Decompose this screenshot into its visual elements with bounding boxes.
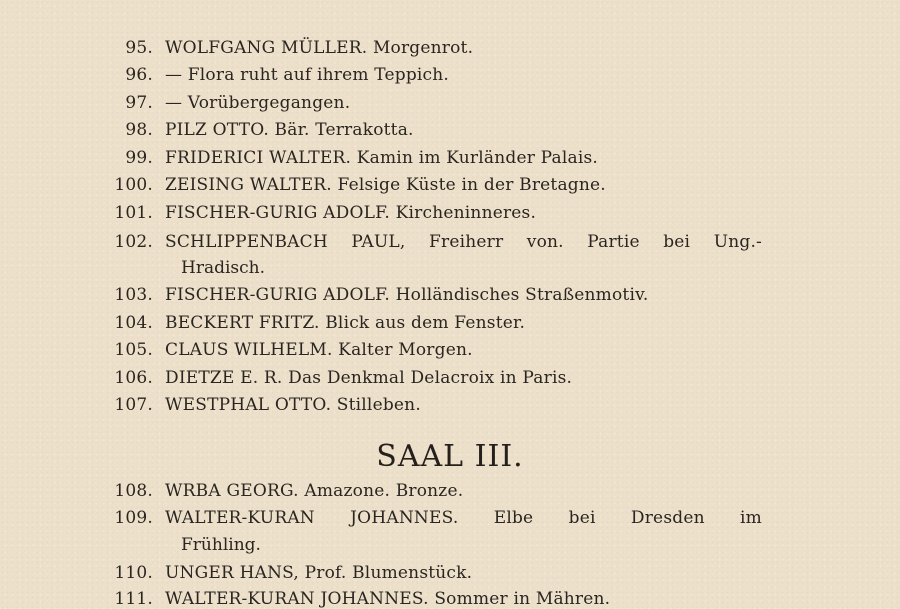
entry-continuation: Frühling.	[181, 535, 261, 555]
entry-number: 95.	[125, 38, 153, 58]
entry-number: 97.	[125, 93, 153, 113]
entry-text: SCHLIPPENBACH PAUL, Freiherr von. Partie bei Ung.-	[165, 232, 762, 252]
entry-number: 108.	[114, 481, 153, 501]
entry-number: 104.	[114, 313, 153, 333]
entry-text: UNGER HANS, Prof. Blumenstück.	[165, 563, 473, 583]
entry-number: 98.	[125, 120, 153, 140]
entry-text: WALTER-KURAN JOHANNES. Elbe bei Dresden im	[165, 508, 762, 528]
entry-text: WESTPHAL OTTO. Stilleben.	[165, 395, 421, 415]
entry-text: FISCHER-GURIG ADOLF. Holländisches Straßenmotiv.	[165, 285, 649, 305]
entry-text: — Vorübergegangen.	[165, 93, 351, 113]
entry-text: WOLFGANG MÜLLER. Morgenrot.	[165, 38, 474, 58]
entry-number: 107.	[114, 395, 153, 415]
entry-number: 96.	[125, 65, 153, 85]
entry-text: FRIDERICI WALTER. Kamin im Kurländer Palais.	[165, 148, 599, 168]
entry-text: WRBA GEORG. Amazone. Bronze.	[165, 481, 464, 501]
entry-number: 111.	[114, 589, 153, 609]
entry-text: FISCHER-GURIG ADOLF. Kircheninneres.	[165, 203, 537, 223]
entry-text: BECKERT FRITZ. Blick aus dem Fenster.	[165, 313, 526, 333]
entry-text: ZEISING WALTER. Felsige Küste in der Bretagne.	[165, 175, 606, 195]
entry-text: CLAUS WILHELM. Kalter Morgen.	[165, 340, 473, 360]
section-heading: SAAL III.	[376, 439, 524, 474]
entry-text: WALTER-KURAN JOHANNES. Sommer in Mähren.	[165, 589, 611, 609]
entry-number: 105.	[114, 340, 153, 360]
entry-number: 99.	[125, 148, 153, 168]
entry-number: 110.	[114, 563, 153, 583]
entry-text: PILZ OTTO. Bär. Terrakotta.	[165, 120, 414, 140]
entry-text: — Flora ruht auf ihrem Teppich.	[165, 65, 450, 85]
entry-number: 106.	[114, 368, 153, 388]
entry-number: 100.	[114, 175, 153, 195]
entry-number: 109.	[114, 508, 153, 528]
entry-text: DIETZE E. R. Das Denkmal Delacroix in Paris.	[165, 368, 573, 388]
entry-number: 103.	[114, 285, 153, 305]
entry-number: 101.	[114, 203, 153, 223]
entry-number: 102.	[114, 232, 153, 252]
entry-continuation: Hradisch.	[181, 258, 266, 278]
